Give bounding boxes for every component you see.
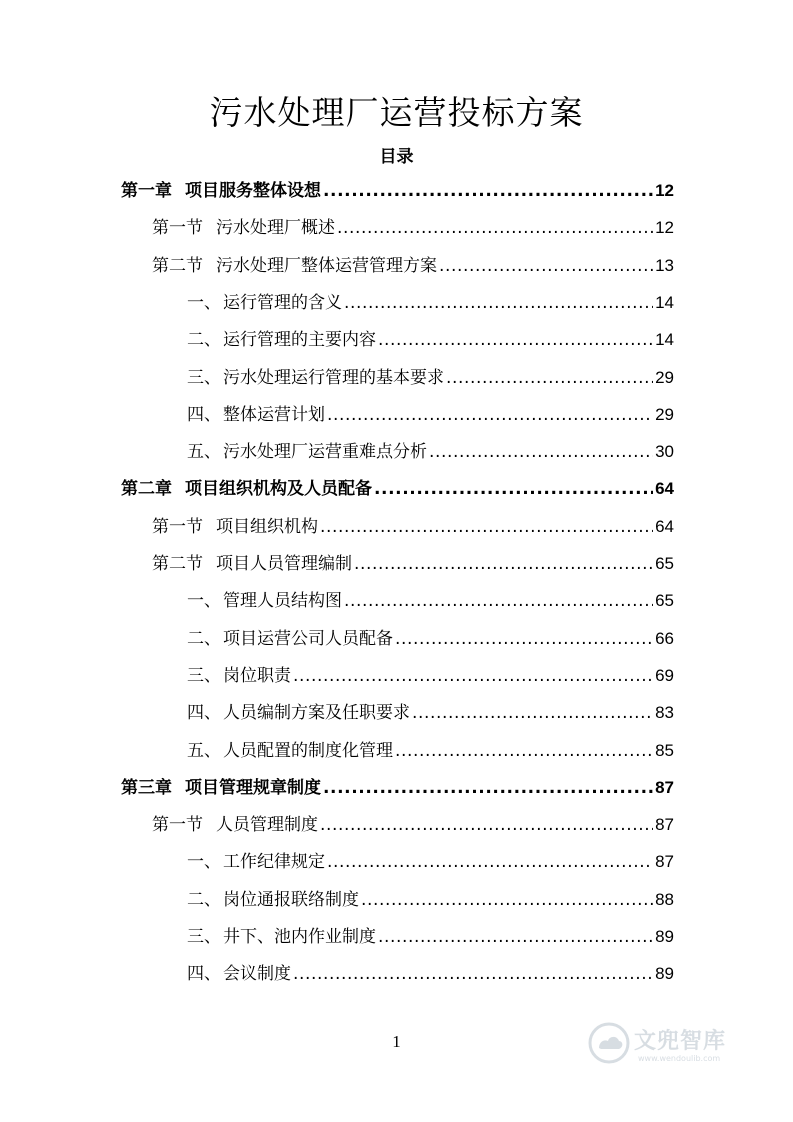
toc-entry-page: 30: [655, 442, 674, 462]
toc-entry-number: 四、: [187, 964, 221, 985]
toc-entry-label: [121, 474, 372, 504]
toc-entry-page: 69: [655, 665, 674, 685]
toc-dot-leader: [320, 512, 653, 542]
toc-entry[interactable]: [187, 400, 674, 430]
toc-dot-leader: [412, 698, 653, 728]
toc-entry-label: [187, 885, 359, 915]
toc-entry-text: 整体运营计划: [223, 404, 325, 425]
toc-entry[interactable]: [121, 773, 674, 803]
toc-dot-leader: [429, 437, 653, 467]
toc-dot-leader: [361, 885, 653, 915]
toc-entry-label: [187, 437, 427, 467]
toc-dot-leader: [327, 400, 653, 430]
toc-dot-leader: [439, 251, 653, 281]
toc-entry-number: 第二节: [152, 255, 203, 276]
toc-entry-number: 四、: [187, 404, 221, 425]
toc-entry-text: 运行管理的主要内容: [223, 330, 376, 351]
toc-entry-text: 项目管理规章制度: [185, 777, 321, 798]
toc-entry-text: 运行管理的含义: [223, 292, 342, 313]
toc-entry-number: 二、: [187, 889, 221, 910]
watermark-text: 文兜智库: [634, 1029, 727, 1054]
toc-dot-leader: [320, 810, 653, 840]
toc-entry-page: 64: [655, 516, 674, 536]
toc-entry-text: 项目组织机构及人员配备: [185, 479, 372, 500]
toc-entry-page: 12: [655, 181, 674, 200]
toc-entry-page: 14: [655, 330, 674, 350]
toc-entry-text: 会议制度: [223, 964, 291, 985]
toc-entry-page: 12: [655, 218, 674, 238]
toc-entry-label: [187, 400, 325, 430]
toc-entry[interactable]: [187, 736, 674, 766]
toc-entry-text: 岗位职责: [223, 665, 291, 686]
toc-entry-number: 一、: [187, 292, 221, 313]
toc-entry-label: [187, 698, 410, 728]
toc-entry[interactable]: [187, 959, 674, 989]
toc-entry-page: 64: [655, 479, 674, 499]
toc-dot-leader: [293, 959, 653, 989]
toc-entry-text: 人员配置的制度化管理: [223, 740, 393, 761]
toc-entry-label: [187, 624, 393, 654]
toc-entry-label: [152, 251, 437, 281]
toc-entry-label: [187, 661, 291, 691]
toc-entry[interactable]: [187, 624, 674, 654]
toc-entry[interactable]: [121, 176, 674, 206]
toc-entry-page: 29: [655, 367, 674, 387]
toc-entry[interactable]: [152, 810, 674, 840]
toc-entry[interactable]: [187, 363, 674, 393]
toc-entry-number: 第一节: [152, 815, 203, 836]
toc-dot-leader: [293, 661, 653, 691]
toc-dot-leader: [446, 363, 653, 393]
toc-entry-label: [152, 213, 335, 243]
toc-entry-text: 污水处理厂整体运营管理方案: [216, 255, 437, 276]
toc-entry-number: 第二章: [121, 479, 172, 500]
toc-dot-leader: [374, 474, 653, 504]
toc-dot-leader: [337, 213, 653, 243]
toc-dot-leader: [323, 176, 653, 206]
cloud-logo-icon: [588, 1022, 630, 1064]
toc-entry-text: 工作纪律规定: [223, 852, 325, 873]
toc-entry-text: 项目运营公司人员配备: [223, 628, 393, 649]
document-title: 污水处理厂运营投标方案: [209, 93, 584, 132]
toc-entry-page: 66: [655, 628, 674, 648]
toc-entry[interactable]: [187, 661, 674, 691]
toc-entry-text: 项目服务整体设想: [185, 181, 321, 201]
toc-entry-label: [187, 325, 376, 355]
toc-entry-label: [187, 586, 342, 616]
toc-entry-number: 三、: [187, 367, 221, 388]
toc-entry-page: 29: [655, 404, 674, 424]
toc-entry-number: 一、: [187, 852, 221, 873]
toc-entry-page: 87: [655, 852, 674, 872]
toc-entry-text: 项目人员管理编制: [216, 554, 352, 574]
toc-dot-leader: [344, 288, 653, 318]
toc-entry-text: 人员管理制度: [216, 815, 318, 836]
toc-entry-page: 87: [655, 815, 674, 835]
toc-dot-leader: [378, 325, 653, 355]
toc-entry-label: [187, 847, 325, 877]
toc-entry-text: 污水处理厂运营重难点分析: [223, 442, 427, 463]
toc-entry-page: 87: [655, 777, 674, 797]
toc-entry-label: [187, 363, 444, 393]
toc-heading: 目录: [379, 147, 414, 167]
toc-entry-number: 五、: [187, 442, 221, 463]
toc-entry-page: 14: [655, 292, 674, 312]
toc-entry-label: [187, 959, 291, 989]
toc-entry-page: 83: [655, 703, 674, 723]
toc-entry-number: 五、: [187, 740, 221, 761]
toc-entry-label: [187, 736, 393, 766]
toc-entry-number: 第三章: [121, 777, 172, 798]
toc-entry[interactable]: [187, 698, 674, 728]
toc-entry-page: 13: [655, 255, 674, 275]
toc-entry-label: [121, 773, 321, 803]
toc-entry-text: 井下、池内作业制度: [223, 927, 376, 947]
toc-entry-number: 第一节: [152, 516, 203, 537]
toc-entry-number: 三、: [187, 665, 221, 686]
page-number: 1: [392, 1032, 401, 1051]
toc-entry-page: 85: [655, 740, 674, 760]
toc-entry-page: 89: [655, 964, 674, 984]
toc-dot-leader: [395, 624, 653, 654]
toc-dot-leader: [327, 847, 653, 877]
toc-entry-text: 人员编制方案及任职要求: [223, 703, 410, 724]
toc-entry-label: [152, 549, 352, 579]
toc-entry[interactable]: [187, 922, 674, 952]
toc-dot-leader: [344, 586, 653, 616]
toc-entry[interactable]: [152, 512, 674, 542]
toc-entry-label: [152, 810, 318, 840]
toc-dot-leader: [323, 773, 653, 803]
toc-entry-number: 三、: [187, 927, 221, 947]
toc-entry-number: 第一章: [121, 181, 172, 201]
toc-entry-label: [121, 176, 321, 206]
toc-entry[interactable]: [187, 288, 674, 318]
toc-dot-leader: [378, 922, 653, 952]
toc-entry-text: 管理人员结构图: [223, 591, 342, 612]
toc-entry-text: 污水处理运行管理的基本要求: [223, 367, 444, 388]
toc-entry[interactable]: [187, 437, 674, 467]
toc-entry-page: 65: [655, 554, 674, 573]
toc-entry-page: 65: [655, 591, 674, 611]
watermark: [588, 1016, 748, 1076]
toc-entry-page: 89: [655, 927, 674, 946]
toc-dot-leader: [395, 736, 653, 766]
toc-entry-number: 二、: [187, 628, 221, 649]
toc-entry-text: 项目组织机构: [216, 516, 318, 537]
toc-entry-text: 污水处理厂概述: [216, 218, 335, 239]
toc-entry[interactable]: [187, 847, 674, 877]
toc-entry-number: 第二节: [152, 554, 203, 574]
toc-dot-leader: [354, 549, 653, 579]
toc-entry[interactable]: [152, 251, 674, 281]
toc-entry-label: [152, 512, 318, 542]
toc-entry-number: 一、: [187, 591, 221, 612]
toc-entry[interactable]: [121, 474, 674, 504]
toc-entry-page: 88: [655, 889, 674, 909]
toc-entry[interactable]: [187, 586, 674, 616]
toc-entry[interactable]: [187, 325, 674, 355]
toc-entry-text: 岗位通报联络制度: [223, 889, 359, 910]
toc-entry-number: 二、: [187, 330, 221, 351]
watermark-url: www.wendoulib.com: [638, 1054, 721, 1063]
toc-entry-number: 第一节: [152, 218, 203, 239]
toc-entry[interactable]: [152, 213, 674, 243]
toc-entry-label: [187, 288, 342, 318]
toc-entry-label: [187, 922, 376, 952]
toc-entry-number: 四、: [187, 703, 221, 724]
toc-entry[interactable]: [152, 549, 674, 579]
toc-entry[interactable]: [187, 885, 674, 915]
